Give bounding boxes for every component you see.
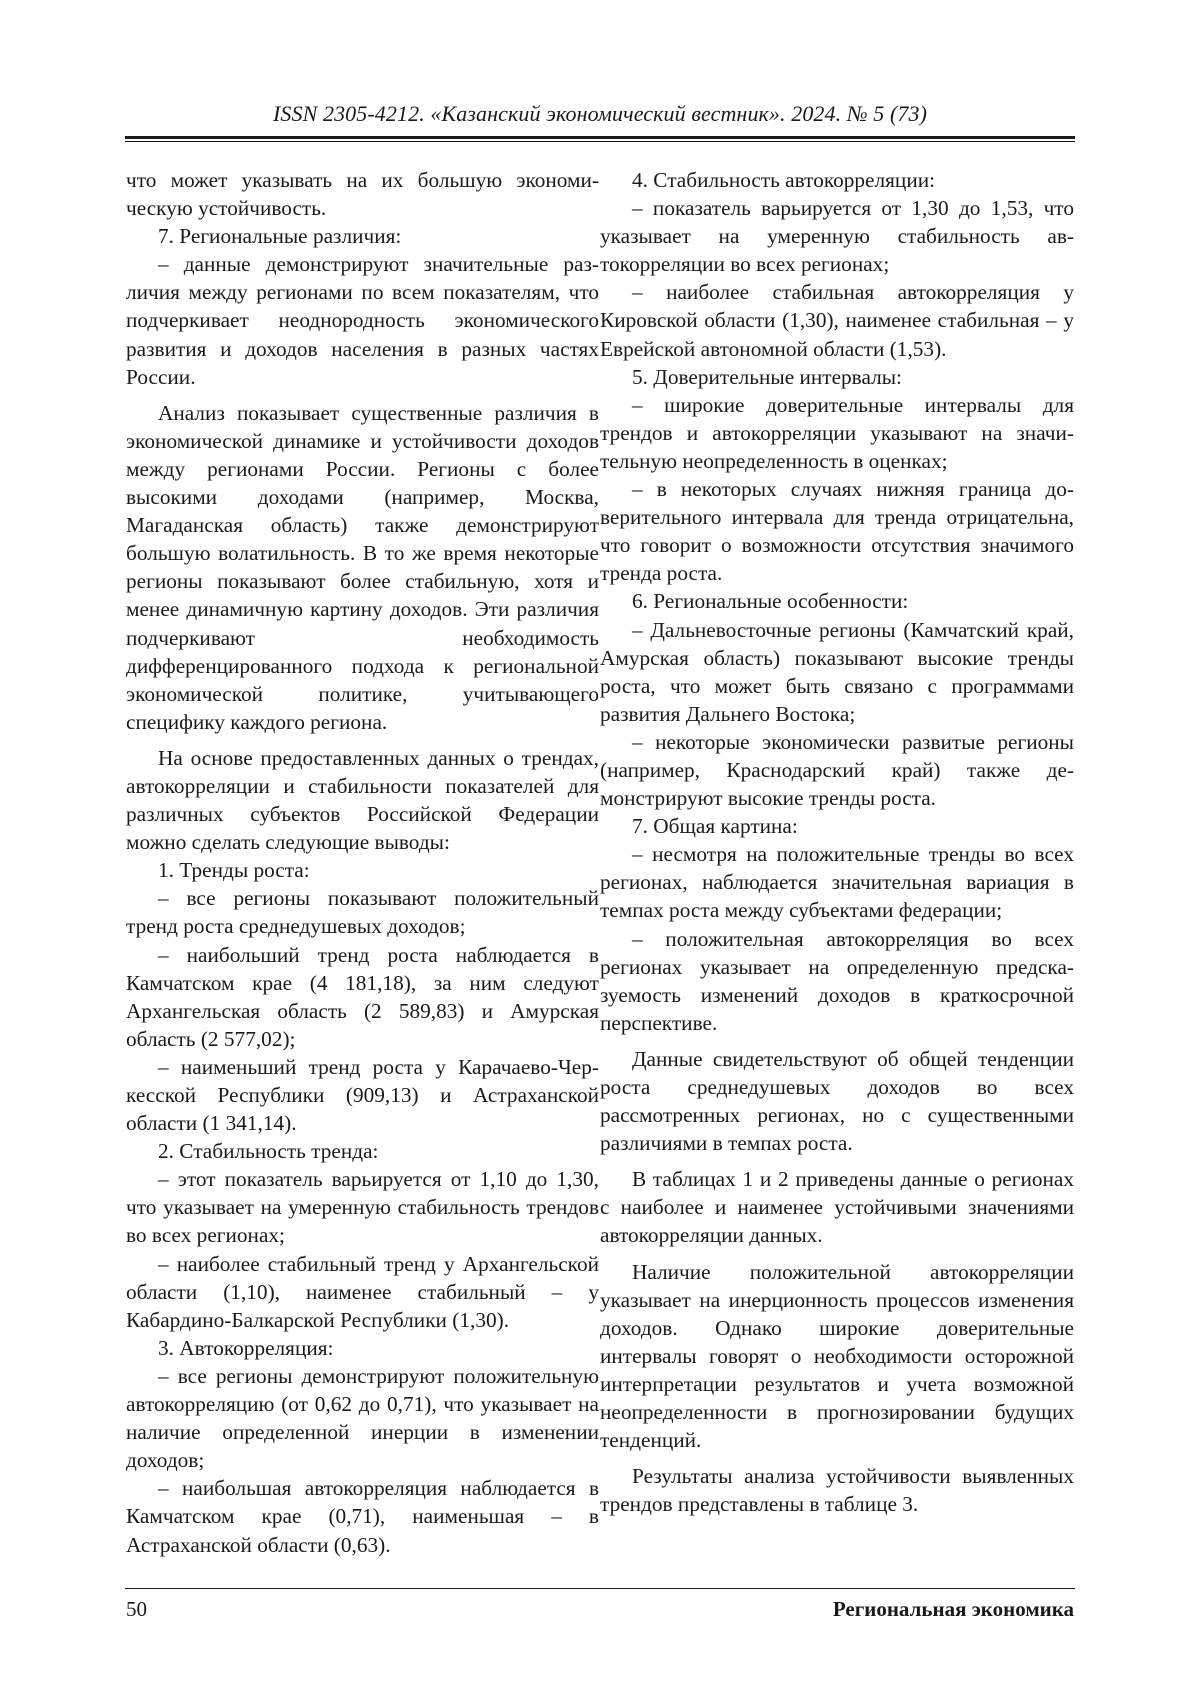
list-item: – все регионы демонстрируют положительную автокорреляцию (от 0,62 до 0,71), что указывает на наличие определенной инерции в изменении доходов;	[126, 1363, 599, 1473]
list-item: – положительная автокорреляция во всех регионах указывает на определенную предсказуемость изменений доходов в краткосрочной перспективе.	[600, 926, 1074, 1035]
list-item: – несмотря на положительные тренды во всех регионах, наблюдается значительная вариация в темпах роста между субъектами федерации;	[600, 842, 1074, 923]
paragraph: Результаты анализа устойчивости выявленных трендов представлены в таблице 3.	[600, 1464, 1074, 1517]
list-heading: 1. Тренды роста:	[158, 858, 310, 883]
paragraph: Наличие положительной автокорреляции указывает на инерционность процессов изменения доходов. Однако широкие доверительные интервалы говорят о необходимости осторожной интерпретации результатов и учета возможной неопределенности в прогнозировании будущих тенденций.	[600, 1259, 1074, 1453]
list-item: – некоторые экономически развитые регионы (например, Краснодарский край) также демонстрируют высокие тренды роста.	[600, 729, 1074, 811]
list-item: – наиболее стабильный тренд у Архангельской области (1,10), наименее стабильный – у Кабардино-Балкарской Республики (1,30).	[126, 1251, 599, 1332]
footer-rule	[125, 1588, 1075, 1589]
list-heading: 5. Доверительные интервалы:	[632, 364, 902, 389]
list-item: – показатель варьируется от 1,30 до 1,53, что указывает на умеренную стабильность автокорреляции во всех регионах;	[600, 196, 1074, 277]
header-rule	[125, 136, 1075, 139]
list-item: – наибольшая автокорреляция наблюдается в Камчатском крае (0,71), наименьшая – в Астраханской области (0,63).	[126, 1476, 599, 1557]
list-heading: 7. Общая картина:	[632, 814, 798, 839]
list-heading: 2. Стабильность тренда:	[158, 1139, 379, 1164]
running-head: ISSN 2305-4212. «Казанский экономический вестник». 2024. № 5 (73)	[272, 101, 928, 126]
header-rule-thin	[125, 141, 1075, 142]
list-item: – в некоторых случаях нижняя граница доверительного интервала для тренда отрицательна, что говорит о возможности отсутствия значимого тренда роста.	[600, 477, 1074, 586]
paragraph: Данные свидетельствуют об общей тенденции роста среднедушевых доходов во всех рассмотренных регионах, но с существенными различиями в темпах роста.	[600, 1046, 1074, 1156]
page-number: 50	[126, 1597, 147, 1621]
list-item: – данные демонстрируют значительные различия между регионами по всем показателям, что подчеркивает неоднородность экономического развития и доходов населения в разных частях России.	[126, 252, 599, 389]
list-item: – широкие доверительные интервалы для трендов и автокорреляции указывают на значительную неопределенность в оценках;	[600, 392, 1074, 473]
list-item: – все регионы показывают положительный тренд роста среднедушевых доходов;	[126, 886, 599, 939]
section-title: Региональная экономика	[832, 1597, 1074, 1621]
paragraph: В таблицах 1 и 2 приведены данные о регионах с наиболее и наименее устойчивыми значениями автокорреляции данных.	[600, 1167, 1074, 1248]
list-item: – наименьший тренд роста у Карачаево-Черкесской Республики (909,13) и Астраханской области (1 341,14).	[126, 1054, 599, 1136]
list-heading: 7. Региональные различия:	[158, 224, 402, 249]
left-column	[126, 166, 599, 1559]
list-heading: 4. Стабильность автокорреляции:	[632, 168, 936, 192]
list-heading: 3. Автокорреляция:	[158, 1335, 334, 1360]
list-heading: 6. Региональные особенности:	[632, 589, 909, 614]
paragraph: На основе предоставленных данных о трендах, автокорреляции и стабильности показателей для различных субъектов Российской Федерации можно сделать следующие выводы:	[126, 745, 599, 855]
list-item: – наибольший тренд роста наблюдается в Камчатском крае (4 181,18), за ним следуют Архангельская область (2 589,83) и Амурская область (2 577,02);	[126, 942, 599, 1051]
list-item: – этот показатель варьируется от 1,10 до 1,30, что указывает на умеренную стабильность трендов во всех регионах;	[126, 1167, 599, 1248]
list-item: – Дальневосточные регионы (Камчатский край, Амурская область) показывают высокие тренды роста, что может быть связано с программами развития Дальнего Востока;	[600, 617, 1074, 726]
list-item: – наиболее стабильная автокорреляция у Кировской области (1,30), наименее стабильная – у Еврейской автономной области (1,53).	[600, 280, 1074, 361]
paragraph: что может указывать на их большую экономическую устойчивость.	[126, 168, 599, 221]
paragraph: Анализ показывает существенные различия в экономической динамике и устойчивости доходов между регионами России. Регионы с более высокими доходами (например, Москва, Магаданская область) также демонстрируют большую волатильность. В то же время некоторые регионы показывают более стабильную, хотя и менее динамичную картину доходов. Эти различия подчеркивают необходимость дифференцированного подхода к региональной экономической политике, учитывающего специфику каждого региона.	[126, 400, 599, 734]
right-column	[600, 166, 1074, 1518]
